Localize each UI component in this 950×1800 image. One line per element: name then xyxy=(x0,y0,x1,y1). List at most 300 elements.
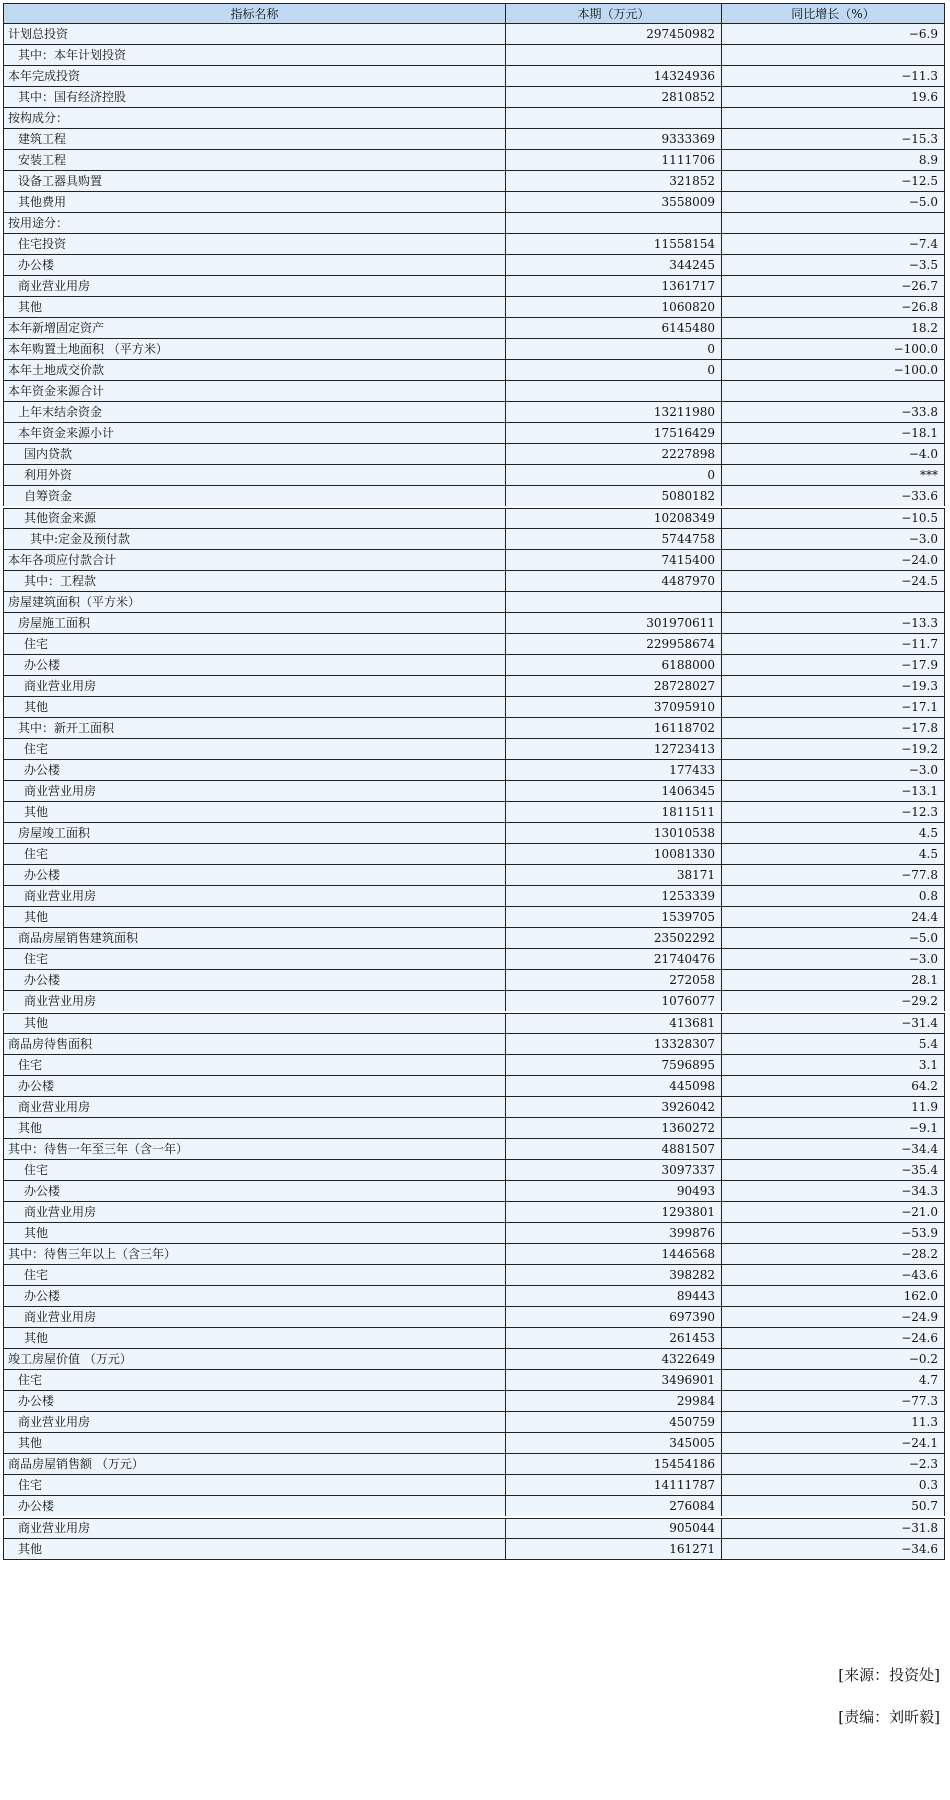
current-value-cell: 161271 xyxy=(506,1539,722,1560)
table-row xyxy=(4,1202,945,1223)
indicator-name-cell: 住宅投资 xyxy=(4,234,506,255)
current-value-cell: 399876 xyxy=(506,1223,722,1244)
indicator-name-cell: 商业营业用房 xyxy=(4,676,506,697)
current-value-cell: 1360272 xyxy=(506,1118,722,1139)
table-row xyxy=(4,1118,945,1139)
yoy-growth-cell: −6.9 xyxy=(722,24,945,45)
table-row xyxy=(4,676,945,697)
current-value-cell: 3097337 xyxy=(506,1160,722,1181)
current-value-cell: 1361717 xyxy=(506,276,722,297)
yoy-growth-cell: −13.1 xyxy=(722,781,945,802)
yoy-growth-cell: −24.1 xyxy=(722,1433,945,1454)
current-value-cell: 21740476 xyxy=(506,949,722,970)
yoy-growth-cell: 0.3 xyxy=(722,1475,945,1496)
yoy-growth-cell: −53.9 xyxy=(722,1223,945,1244)
table-row xyxy=(4,1307,945,1328)
table-row xyxy=(4,1181,945,1202)
current-value-cell: 5080182 xyxy=(506,486,722,508)
yoy-growth-cell: 8.9 xyxy=(722,150,945,171)
table-row xyxy=(4,1349,945,1370)
yoy-growth-cell xyxy=(722,45,945,66)
yoy-growth-cell: −12.3 xyxy=(722,802,945,823)
table-row xyxy=(4,1328,945,1349)
table-row xyxy=(4,1034,945,1055)
yoy-growth-cell: −34.3 xyxy=(722,1181,945,1202)
table-row xyxy=(4,150,945,171)
editor-credit: [责编：刘昕毅] xyxy=(838,1708,940,1726)
indicator-name-cell: 办公楼 xyxy=(4,1391,506,1412)
indicator-name-cell: 办公楼 xyxy=(4,1286,506,1307)
indicator-name-cell: 办公楼 xyxy=(4,1496,506,1518)
indicator-name-cell: 其他 xyxy=(4,1433,506,1454)
current-value-cell: 7415400 xyxy=(506,550,722,571)
current-value-cell: 0 xyxy=(506,360,722,381)
table-row xyxy=(4,1412,945,1433)
indicator-name-cell: 按用途分： xyxy=(4,213,506,234)
indicator-name-cell: 本年各项应付款合计 xyxy=(4,550,506,571)
table-row xyxy=(4,465,945,486)
table-row xyxy=(4,529,945,550)
table-row xyxy=(4,571,945,592)
indicator-name-cell: 其他 xyxy=(4,1328,506,1349)
yoy-growth-cell: 19.6 xyxy=(722,87,945,108)
table-row xyxy=(4,129,945,150)
current-value-cell: 1406345 xyxy=(506,781,722,802)
indicator-name-cell: 办公楼 xyxy=(4,1076,506,1097)
table-row xyxy=(4,381,945,402)
indicator-name-cell: 其中：待售三年以上（含三年） xyxy=(4,1244,506,1265)
current-value-cell: 90493 xyxy=(506,1181,722,1202)
table-row xyxy=(4,87,945,108)
table-header-row xyxy=(4,4,945,24)
current-value-cell: 89443 xyxy=(506,1286,722,1307)
yoy-growth-cell: −100.0 xyxy=(722,360,945,381)
yoy-growth-cell: −77.8 xyxy=(722,865,945,886)
yoy-growth-cell: 3.1 xyxy=(722,1055,945,1076)
indicator-name-cell: 其他 xyxy=(4,802,506,823)
current-value-cell: 38171 xyxy=(506,865,722,886)
current-value-cell: 14111787 xyxy=(506,1475,722,1496)
current-value-cell: 905044 xyxy=(506,1517,722,1539)
indicator-name-cell: 安装工程 xyxy=(4,150,506,171)
table-row xyxy=(4,823,945,844)
yoy-growth-cell: 4.5 xyxy=(722,823,945,844)
indicator-name-cell: 本年购置土地面积 （平方米） xyxy=(4,339,506,360)
table-row xyxy=(4,45,945,66)
table-row xyxy=(4,360,945,381)
yoy-growth-cell: −24.6 xyxy=(722,1328,945,1349)
indicator-name-cell: 本年资金来源小计 xyxy=(4,423,506,444)
indicator-name-cell: 本年完成投资 xyxy=(4,66,506,87)
table-row xyxy=(4,507,945,529)
current-value-cell: 2227898 xyxy=(506,444,722,465)
indicator-name-cell: 商业营业用房 xyxy=(4,1412,506,1433)
yoy-growth-cell: −24.5 xyxy=(722,571,945,592)
indicator-name-cell: 其中：本年计划投资 xyxy=(4,45,506,66)
current-value-cell: 14324936 xyxy=(506,66,722,87)
indicator-name-cell: 按构成分： xyxy=(4,108,506,129)
current-value-cell: 11558154 xyxy=(506,234,722,255)
indicator-name-cell: 住宅 xyxy=(4,634,506,655)
indicator-name-cell: 房屋建筑面积（平方米） xyxy=(4,592,506,613)
yoy-growth-cell: −12.5 xyxy=(722,171,945,192)
table-row xyxy=(4,781,945,802)
indicator-name-cell: 其他 xyxy=(4,297,506,318)
yoy-growth-cell: −34.6 xyxy=(722,1539,945,1560)
current-value-cell xyxy=(506,381,722,402)
current-value-cell: 2810852 xyxy=(506,87,722,108)
indicator-name-cell: 办公楼 xyxy=(4,655,506,676)
yoy-growth-cell: −10.5 xyxy=(722,507,945,529)
indicator-name-cell: 办公楼 xyxy=(4,1181,506,1202)
yoy-growth-cell: −33.8 xyxy=(722,402,945,423)
table-row xyxy=(4,171,945,192)
current-value-cell: 3496901 xyxy=(506,1370,722,1391)
current-value-cell: 15454186 xyxy=(506,1454,722,1475)
indicator-name-cell: 商品房待售面积 xyxy=(4,1034,506,1055)
yoy-growth-cell: 50.7 xyxy=(722,1496,945,1518)
current-value-cell: 6188000 xyxy=(506,655,722,676)
table-row xyxy=(4,802,945,823)
indicator-name-cell: 商业营业用房 xyxy=(4,276,506,297)
indicator-name-cell: 商业营业用房 xyxy=(4,991,506,1013)
current-value-cell: 13211980 xyxy=(506,402,722,423)
indicator-name-cell: 其中：国有经济控股 xyxy=(4,87,506,108)
indicator-name-cell: 其他 xyxy=(4,1539,506,1560)
indicator-name-cell: 其他 xyxy=(4,1223,506,1244)
current-value-cell: 1060820 xyxy=(506,297,722,318)
indicator-name-cell: 住宅 xyxy=(4,1055,506,1076)
yoy-growth-cell: −2.3 xyxy=(722,1454,945,1475)
current-value-cell: 1076077 xyxy=(506,991,722,1013)
yoy-growth-cell: −77.3 xyxy=(722,1391,945,1412)
table-row xyxy=(4,592,945,613)
current-value-cell: 28728027 xyxy=(506,676,722,697)
yoy-growth-cell: −26.8 xyxy=(722,297,945,318)
table-row xyxy=(4,444,945,465)
yoy-growth-cell: −24.9 xyxy=(722,1307,945,1328)
table-row xyxy=(4,423,945,444)
current-value-cell: 3558009 xyxy=(506,192,722,213)
indicator-name-cell: 计划总投资 xyxy=(4,24,506,45)
yoy-growth-cell: −9.1 xyxy=(722,1118,945,1139)
current-value-cell: 1539705 xyxy=(506,907,722,928)
current-value-cell: 5744758 xyxy=(506,529,722,550)
current-value-cell: 13010538 xyxy=(506,823,722,844)
current-value-cell: 29984 xyxy=(506,1391,722,1412)
yoy-growth-cell: −29.2 xyxy=(722,991,945,1013)
current-value-cell: 0 xyxy=(506,465,722,486)
current-value-cell: 276084 xyxy=(506,1496,722,1518)
current-value-cell: 17516429 xyxy=(506,423,722,444)
yoy-growth-cell: −5.0 xyxy=(722,928,945,949)
indicator-name-cell: 办公楼 xyxy=(4,970,506,991)
yoy-growth-cell: −3.0 xyxy=(722,949,945,970)
table-row xyxy=(4,1391,945,1412)
current-value-cell: 321852 xyxy=(506,171,722,192)
indicator-name-cell: 办公楼 xyxy=(4,760,506,781)
indicator-name-cell: 利用外资 xyxy=(4,465,506,486)
yoy-growth-cell: *** xyxy=(722,465,945,486)
table-row xyxy=(4,318,945,339)
table-row xyxy=(4,192,945,213)
table-row xyxy=(4,1097,945,1118)
yoy-growth-cell: −18.1 xyxy=(722,423,945,444)
indicator-name-cell: 住宅 xyxy=(4,1160,506,1181)
indicator-name-cell: 商业营业用房 xyxy=(4,1097,506,1118)
current-value-cell xyxy=(506,213,722,234)
current-value-cell: 1811511 xyxy=(506,802,722,823)
table-row xyxy=(4,1160,945,1181)
header-current-period: 本期（万元） xyxy=(506,4,722,24)
yoy-growth-cell: 24.4 xyxy=(722,907,945,928)
current-value-cell: 177433 xyxy=(506,760,722,781)
yoy-growth-cell: −0.2 xyxy=(722,1349,945,1370)
table-row xyxy=(4,550,945,571)
current-value-cell: 10208349 xyxy=(506,507,722,529)
current-value-cell: 1446568 xyxy=(506,1244,722,1265)
yoy-growth-cell xyxy=(722,592,945,613)
table-row xyxy=(4,1286,945,1307)
table-row xyxy=(4,24,945,45)
current-value-cell: 12723413 xyxy=(506,739,722,760)
indicator-name-cell: 其中:定金及预付款 xyxy=(4,529,506,550)
indicator-name-cell: 商品房屋销售建筑面积 xyxy=(4,928,506,949)
yoy-growth-cell: −5.0 xyxy=(722,192,945,213)
current-value-cell: 272058 xyxy=(506,970,722,991)
table-row xyxy=(4,234,945,255)
table-row xyxy=(4,718,945,739)
table-row xyxy=(4,1370,945,1391)
current-value-cell: 16118702 xyxy=(506,718,722,739)
yoy-growth-cell: −31.8 xyxy=(722,1517,945,1539)
table-row xyxy=(4,1139,945,1160)
yoy-growth-cell xyxy=(722,108,945,129)
indicator-name-cell: 上年末结余资金 xyxy=(4,402,506,423)
current-value-cell: 398282 xyxy=(506,1265,722,1286)
table-row xyxy=(4,66,945,87)
indicator-name-cell: 办公楼 xyxy=(4,865,506,886)
table-row xyxy=(4,655,945,676)
table-row xyxy=(4,907,945,928)
current-value-cell: 1293801 xyxy=(506,1202,722,1223)
yoy-growth-cell: 11.9 xyxy=(722,1097,945,1118)
yoy-growth-cell: −100.0 xyxy=(722,339,945,360)
indicator-name-cell: 其他 xyxy=(4,1012,506,1034)
yoy-growth-cell: 5.4 xyxy=(722,1034,945,1055)
yoy-growth-cell: 28.1 xyxy=(722,970,945,991)
indicator-name-cell: 建筑工程 xyxy=(4,129,506,150)
statistics-table xyxy=(3,3,945,1560)
yoy-growth-cell: −17.1 xyxy=(722,697,945,718)
yoy-growth-cell: −28.2 xyxy=(722,1244,945,1265)
current-value-cell: 7596895 xyxy=(506,1055,722,1076)
indicator-name-cell: 商业营业用房 xyxy=(4,781,506,802)
indicator-name-cell: 其他 xyxy=(4,907,506,928)
table-row xyxy=(4,760,945,781)
indicator-name-cell: 房屋施工面积 xyxy=(4,613,506,634)
table-row xyxy=(4,1539,945,1560)
table-row xyxy=(4,1223,945,1244)
indicator-name-cell: 其他 xyxy=(4,1118,506,1139)
table-row xyxy=(4,1517,945,1539)
indicator-name-cell: 房屋竣工面积 xyxy=(4,823,506,844)
yoy-growth-cell: 4.5 xyxy=(722,844,945,865)
current-value-cell: 229958674 xyxy=(506,634,722,655)
table-row xyxy=(4,1244,945,1265)
yoy-growth-cell: 64.2 xyxy=(722,1076,945,1097)
yoy-growth-cell: −3.0 xyxy=(722,529,945,550)
indicator-name-cell: 住宅 xyxy=(4,1475,506,1496)
current-value-cell: 297450982 xyxy=(506,24,722,45)
yoy-growth-cell: −13.3 xyxy=(722,613,945,634)
current-value-cell xyxy=(506,592,722,613)
yoy-growth-cell: −3.5 xyxy=(722,255,945,276)
indicator-name-cell: 其中：工程款 xyxy=(4,571,506,592)
yoy-growth-cell: 4.7 xyxy=(722,1370,945,1391)
yoy-growth-cell: −11.7 xyxy=(722,634,945,655)
indicator-name-cell: 办公楼 xyxy=(4,255,506,276)
table-body xyxy=(4,24,945,1560)
current-value-cell: 344245 xyxy=(506,255,722,276)
indicator-name-cell: 住宅 xyxy=(4,1265,506,1286)
indicator-name-cell: 商品房屋销售额 （万元） xyxy=(4,1454,506,1475)
yoy-growth-cell xyxy=(722,213,945,234)
yoy-growth-cell: −34.4 xyxy=(722,1139,945,1160)
indicator-name-cell: 住宅 xyxy=(4,844,506,865)
current-value-cell: 4881507 xyxy=(506,1139,722,1160)
indicator-name-cell: 商业营业用房 xyxy=(4,1202,506,1223)
source-credit: [来源：投资处] xyxy=(838,1666,940,1684)
current-value-cell: 301970611 xyxy=(506,613,722,634)
table-row xyxy=(4,402,945,423)
current-value-cell: 4487970 xyxy=(506,571,722,592)
yoy-growth-cell: −31.4 xyxy=(722,1012,945,1034)
indicator-name-cell: 其中：待售一年至三年（含一年） xyxy=(4,1139,506,1160)
indicator-name-cell: 商业营业用房 xyxy=(4,1307,506,1328)
indicator-name-cell: 住宅 xyxy=(4,949,506,970)
table-row xyxy=(4,1475,945,1496)
table-row xyxy=(4,865,945,886)
current-value-cell xyxy=(506,45,722,66)
current-value-cell: 4322649 xyxy=(506,1349,722,1370)
table-row xyxy=(4,886,945,907)
table-row xyxy=(4,108,945,129)
table-row xyxy=(4,1496,945,1518)
yoy-growth-cell: −26.7 xyxy=(722,276,945,297)
indicator-name-cell: 设备工器具购置 xyxy=(4,171,506,192)
yoy-growth-cell: −35.4 xyxy=(722,1160,945,1181)
table-row xyxy=(4,1265,945,1286)
header-indicator-name: 指标名称 xyxy=(4,4,506,24)
current-value-cell: 450759 xyxy=(506,1412,722,1433)
current-value-cell: 445098 xyxy=(506,1076,722,1097)
yoy-growth-cell xyxy=(722,381,945,402)
indicator-name-cell: 本年资金来源合计 xyxy=(4,381,506,402)
current-value-cell: 0 xyxy=(506,339,722,360)
yoy-growth-cell: 0.8 xyxy=(722,886,945,907)
yoy-growth-cell: 18.2 xyxy=(722,318,945,339)
table-row xyxy=(4,255,945,276)
yoy-growth-cell: 11.3 xyxy=(722,1412,945,1433)
indicator-name-cell: 住宅 xyxy=(4,739,506,760)
yoy-growth-cell: −17.8 xyxy=(722,718,945,739)
table-row xyxy=(4,339,945,360)
indicator-name-cell: 竣工房屋价值 （万元） xyxy=(4,1349,506,1370)
indicator-name-cell: 自筹资金 xyxy=(4,486,506,508)
table-row xyxy=(4,1454,945,1475)
current-value-cell: 13328307 xyxy=(506,1034,722,1055)
yoy-growth-cell: −7.4 xyxy=(722,234,945,255)
yoy-growth-cell: 162.0 xyxy=(722,1286,945,1307)
current-value-cell: 3926042 xyxy=(506,1097,722,1118)
yoy-growth-cell: −43.6 xyxy=(722,1265,945,1286)
current-value-cell: 23502292 xyxy=(506,928,722,949)
current-value-cell: 413681 xyxy=(506,1012,722,1034)
indicator-name-cell: 商业营业用房 xyxy=(4,886,506,907)
indicator-name-cell: 其他资金来源 xyxy=(4,507,506,529)
table-row xyxy=(4,213,945,234)
header-yoy-growth: 同比增长（%） xyxy=(722,4,945,24)
table-row xyxy=(4,697,945,718)
current-value-cell: 1111706 xyxy=(506,150,722,171)
yoy-growth-cell: −15.3 xyxy=(722,129,945,150)
current-value-cell: 37095910 xyxy=(506,697,722,718)
current-value-cell: 697390 xyxy=(506,1307,722,1328)
indicator-name-cell: 住宅 xyxy=(4,1370,506,1391)
yoy-growth-cell: −4.0 xyxy=(722,444,945,465)
indicator-name-cell: 本年土地成交价款 xyxy=(4,360,506,381)
table-row xyxy=(4,970,945,991)
yoy-growth-cell: −33.6 xyxy=(722,486,945,508)
current-value-cell xyxy=(506,108,722,129)
yoy-growth-cell: −3.0 xyxy=(722,760,945,781)
indicator-name-cell: 其中：新开工面积 xyxy=(4,718,506,739)
table-row xyxy=(4,297,945,318)
indicator-name-cell: 国内贷款 xyxy=(4,444,506,465)
current-value-cell: 1253339 xyxy=(506,886,722,907)
indicator-name-cell: 本年新增固定资产 xyxy=(4,318,506,339)
table-row xyxy=(4,1055,945,1076)
yoy-growth-cell: −21.0 xyxy=(722,1202,945,1223)
table-row xyxy=(4,634,945,655)
table-row xyxy=(4,928,945,949)
yoy-growth-cell: −17.9 xyxy=(722,655,945,676)
yoy-growth-cell: −19.2 xyxy=(722,739,945,760)
yoy-growth-cell: −11.3 xyxy=(722,66,945,87)
current-value-cell: 345005 xyxy=(506,1433,722,1454)
table-row xyxy=(4,1076,945,1097)
current-value-cell: 6145480 xyxy=(506,318,722,339)
table-row xyxy=(4,276,945,297)
indicator-name-cell: 商业营业用房 xyxy=(4,1517,506,1539)
table-row xyxy=(4,991,945,1013)
yoy-growth-cell: −19.3 xyxy=(722,676,945,697)
current-value-cell: 10081330 xyxy=(506,844,722,865)
table-row xyxy=(4,613,945,634)
table-row xyxy=(4,949,945,970)
table-row xyxy=(4,844,945,865)
table-row xyxy=(4,739,945,760)
indicator-name-cell: 其他费用 xyxy=(4,192,506,213)
table-row xyxy=(4,1012,945,1034)
table-row xyxy=(4,486,945,508)
yoy-growth-cell: −24.0 xyxy=(722,550,945,571)
table-row xyxy=(4,1433,945,1454)
indicator-name-cell: 其他 xyxy=(4,697,506,718)
current-value-cell: 261453 xyxy=(506,1328,722,1349)
current-value-cell: 9333369 xyxy=(506,129,722,150)
